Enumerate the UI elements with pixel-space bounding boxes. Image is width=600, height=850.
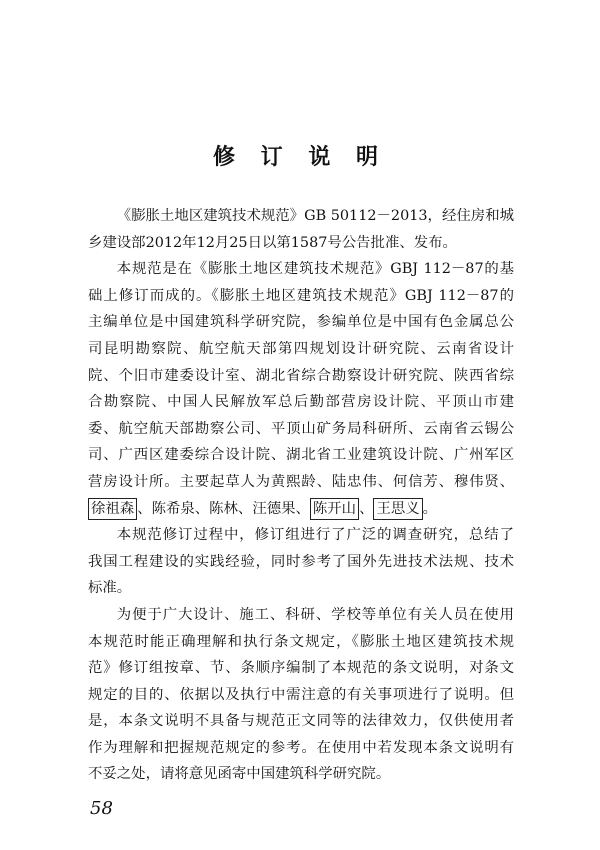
- text-line: 本规范是在《膨胀土地区建筑技术规范》GBJ 112－87的基: [116, 261, 514, 278]
- text-line: 司昆明勘察院、航空航天部第四规划设计研究院、云南省设计: [88, 340, 514, 357]
- text-line: 《膨胀土地区建筑技术规范》GB 50112－2013，经住房和城: [116, 208, 514, 224]
- text-line: 营房设计所。主要起草人为黄熙龄、陆忠伟、何信芳、穆伟贤、: [88, 473, 514, 490]
- body-text: [88, 203, 514, 788]
- paragraph-2: [88, 256, 514, 522]
- text-line: 是，本条文说明不具备与规范正文同等的法律效力，仅供使用者: [88, 713, 514, 730]
- text-line: 主编单位是中国建筑科学研究院，参编单位是中国有色金属总公: [88, 314, 514, 331]
- text-line: 乡建设部2012年12月25日以第1587号公告批准、发布。: [88, 234, 457, 251]
- text-line: 础上修订而成的。《膨胀土地区建筑技术规范》GBJ 112－87的: [88, 287, 514, 304]
- text-line: 本规范修订过程中，修订组进行了广泛的调查研究，总结了: [116, 527, 514, 544]
- text-line: 规定的目的、依据以及执行中需注意的有关事项进行了说明。但: [88, 686, 514, 703]
- text-line: 院、个旧市建委设计室、湖北省综合勘察设计研究院、陕西省综: [88, 367, 514, 384]
- text-line: 合勘察院、中国人民解放军总后勤部营房设计院、平顶山市建: [88, 394, 514, 411]
- paragraph-3: [88, 522, 514, 602]
- page-number: 58: [90, 798, 113, 819]
- text-line: 委、航空航天部勘察公司、平顶山矿务局科研所、云南省云锡公: [88, 420, 514, 437]
- boxed-name: 王思义: [373, 498, 422, 520]
- text-line: 为便于广大设计、施工、科研、学校等单位有关人员在使用: [116, 606, 514, 623]
- paragraph-1: [88, 203, 514, 256]
- text-line: 不妥之处，请将意见函寄中国建筑科学研究院。: [88, 766, 391, 783]
- boxed-name: 徐祖森: [88, 498, 137, 520]
- text-line: 标准。: [88, 580, 132, 597]
- paragraph-4: [88, 602, 514, 788]
- names-separator: 、陈希泉、陈林、汪德果、: [137, 500, 310, 517]
- text-line: 我国工程建设的实践经验，同时参考了国外先进技术法规、技术: [88, 553, 514, 570]
- drafters-names-line: [88, 496, 514, 523]
- boxed-name: 陈开山: [310, 498, 359, 520]
- text-line: 作为理解和把握规范规定的参考。在使用中若发现本条文说明有: [88, 739, 514, 756]
- text-line: 范》修订组按章、节、条顺序编制了本规范的条文说明，对条文: [88, 660, 514, 677]
- names-end: 。: [422, 500, 438, 517]
- page-title: 修 订 说 明: [213, 145, 387, 170]
- text-line: 司、广西区建委综合设计院、湖北省工业建筑设计院、广州军区: [88, 447, 514, 464]
- names-separator: 、: [359, 500, 374, 517]
- text-line: 本规范时能正确理解和执行条文规定，《膨胀土地区建筑技术规: [88, 633, 514, 650]
